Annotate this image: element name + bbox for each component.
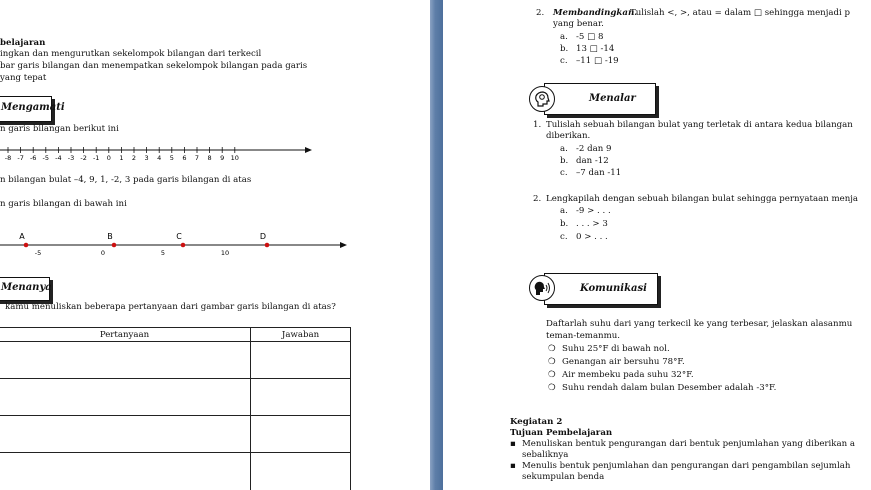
complete-b: . . . > 3 — [576, 219, 608, 229]
circle-bullet-icon: ❍ — [548, 344, 556, 354]
table-header-jawaban: Jawaban — [251, 328, 351, 342]
between-c: –7 dan -11 — [576, 168, 622, 178]
menalar-label: Menalar — [589, 93, 636, 104]
speaking-head-icon — [529, 275, 555, 301]
mengamati-instruction: n garis bilangan berikut ini — [0, 124, 119, 134]
temp-item: Air membeku pada suhu 32°F. — [562, 370, 694, 380]
number-line-2 — [0, 228, 360, 262]
tick-label: 5 — [160, 249, 166, 257]
question-cell[interactable] — [0, 416, 251, 453]
goal-item-cont: sebaliknya — [522, 450, 569, 460]
complete-a-label: a. — [560, 206, 568, 216]
between-b-label: b. — [560, 156, 569, 166]
menanya-badge — [0, 277, 50, 301]
komunikasi-text-cont: teman-temanmu. — [546, 331, 621, 341]
compare-item-a: -5 □ 8 — [576, 32, 604, 42]
goal-line-3: yang tepat — [0, 73, 47, 83]
answer-cell[interactable] — [251, 342, 351, 379]
page-gap — [430, 0, 443, 490]
menanya-label: Menanya — [1, 282, 52, 293]
between-c-label: c. — [560, 168, 568, 178]
tick-label: -5 — [34, 249, 42, 257]
mengamati-label: Mengamati — [1, 102, 65, 113]
mengamati-badge — [0, 96, 65, 122]
item-2-text: Tulislah <, >, atau = dalam □ sehingga menjadi p — [630, 8, 850, 18]
point-dot — [112, 243, 117, 248]
between-a: -2 dan 9 — [576, 144, 612, 154]
place-instruction: n bilangan bulat –4, 9, 1, -2, 3 pada garis bilangan di atas — [0, 175, 252, 185]
answer-cell[interactable] — [251, 453, 351, 490]
item-2-text-cont: yang benar. — [553, 19, 604, 29]
question-cell[interactable] — [0, 379, 251, 416]
tick-label: 4 — [157, 154, 162, 162]
menalar-2-number: 2. — [533, 194, 542, 204]
compare-item-a-label: a. — [560, 32, 568, 42]
temp-item: Genangan air bersuhu 78°F. — [562, 357, 685, 367]
goal-item-cont: sekumpulan benda — [522, 472, 605, 482]
complete-a: -9 > . . . — [576, 206, 611, 216]
point-label: D — [259, 232, 267, 241]
item-2-number: 2. — [536, 8, 545, 18]
tick-label: 9 — [220, 154, 225, 162]
goal-line-1: ingkan dan mengurutkan sekelompok bilangan dari terkecil — [0, 49, 262, 59]
goal-line-2: bar garis bilangan dan menempatkan sekelompok bilangan pada garis — [0, 61, 308, 71]
tick-label: -8 — [4, 154, 12, 162]
point-label: B — [107, 232, 113, 241]
tick-label: -7 — [17, 154, 24, 162]
tick-label: 0 — [106, 154, 111, 162]
point-dot — [24, 243, 29, 248]
point-dot — [265, 243, 270, 248]
compare-item-b-label: b. — [560, 44, 569, 54]
komunikasi-badge — [544, 273, 658, 305]
compare-item-c-label: c. — [560, 56, 568, 66]
menalar-1-text: Tulislah sebuah bilangan bulat yang terletak di antara kedua bilangan — [546, 120, 853, 130]
tujuan-heading: Tujuan Pembelajaran — [510, 428, 613, 438]
tick-label: -2 — [80, 154, 87, 162]
number-line-1 — [0, 140, 320, 162]
circle-bullet-icon: ❍ — [548, 357, 556, 367]
table-header-pertanyaan: Pertanyaan — [0, 328, 251, 342]
table-row — [0, 342, 351, 379]
complete-c: 0 > . . . — [576, 232, 608, 242]
answer-cell[interactable] — [251, 416, 351, 453]
between-b: dan -12 — [576, 156, 609, 166]
left-page — [0, 0, 430, 490]
tick-label: -4 — [55, 154, 62, 162]
point-label: C — [176, 232, 182, 241]
square-bullet-icon: ▪ — [510, 439, 516, 449]
tick-label: 6 — [182, 154, 187, 162]
tick-label: 2 — [131, 154, 137, 162]
menalar-badge — [544, 83, 656, 115]
question-table — [0, 327, 351, 490]
item-2-title: Membandingkan. — [553, 8, 638, 18]
tick-label: 0 — [100, 249, 106, 257]
table-row — [0, 379, 351, 416]
komunikasi-text: Daftarlah suhu dari yang terkecil ke yang terbesar, jelaskan alasanmu — [546, 319, 853, 329]
table-row — [0, 453, 351, 490]
question-cell[interactable] — [0, 342, 251, 379]
answer-cell[interactable] — [251, 379, 351, 416]
question-cell[interactable] — [0, 453, 251, 490]
tick-label: 8 — [207, 154, 212, 162]
goal-item: Menuliskan bentuk pengurangan dari bentuk penjumlahan yang diberikan a — [522, 439, 856, 449]
tick-label: -6 — [29, 154, 37, 162]
complete-b-label: b. — [560, 219, 569, 229]
tick-label: 7 — [194, 154, 200, 162]
square-bullet-icon: ▪ — [510, 461, 516, 471]
tick-label: -3 — [67, 154, 75, 162]
compare-item-b: 13 □ -14 — [576, 44, 615, 54]
tick-label: 3 — [144, 154, 149, 162]
tick-label: 10 — [230, 154, 239, 162]
tick-label: 10 — [220, 249, 230, 257]
point-dot — [181, 243, 186, 248]
menalar-1-number: 1. — [533, 120, 542, 130]
tick-label: 1 — [119, 154, 124, 162]
komunikasi-label: Komunikasi — [580, 283, 647, 294]
menalar-1-text-cont: diberikan. — [546, 131, 591, 141]
temp-item: Suhu 25°F di bawah nol. — [562, 344, 670, 354]
tujuan-heading: belajaran — [0, 38, 46, 48]
tick-label: -1 — [92, 154, 100, 162]
kegiatan-heading: Kegiatan 2 — [510, 417, 563, 427]
tick-label: -5 — [42, 154, 50, 162]
menalar-2-text: Lengkapilah dengan sebuah bilangan bulat sehingga pernyataan menja — [546, 194, 859, 204]
table-row — [0, 416, 351, 453]
observe-instruction: n garis bilangan di bawah ini — [0, 199, 127, 209]
compare-item-c: –11 □ -19 — [576, 56, 619, 66]
right-page — [443, 0, 871, 490]
brain-head-icon — [529, 86, 555, 112]
between-a-label: a. — [560, 144, 568, 154]
question-instruction: kamu menuliskan beberapa pertanyaan dari gambar garis bilangan di atas? — [5, 302, 336, 312]
circle-bullet-icon: ❍ — [548, 383, 556, 393]
tick-label: 5 — [169, 154, 174, 162]
goal-item: Menulis bentuk penjumlahan dan pengurangan dari pengambilan sejumlah — [522, 461, 851, 471]
circle-bullet-icon: ❍ — [548, 370, 556, 380]
point-label: A — [19, 232, 25, 241]
temp-item: Suhu rendah dalam bulan Desember adalah -3°F. — [562, 383, 777, 393]
complete-c-label: c. — [560, 232, 568, 242]
